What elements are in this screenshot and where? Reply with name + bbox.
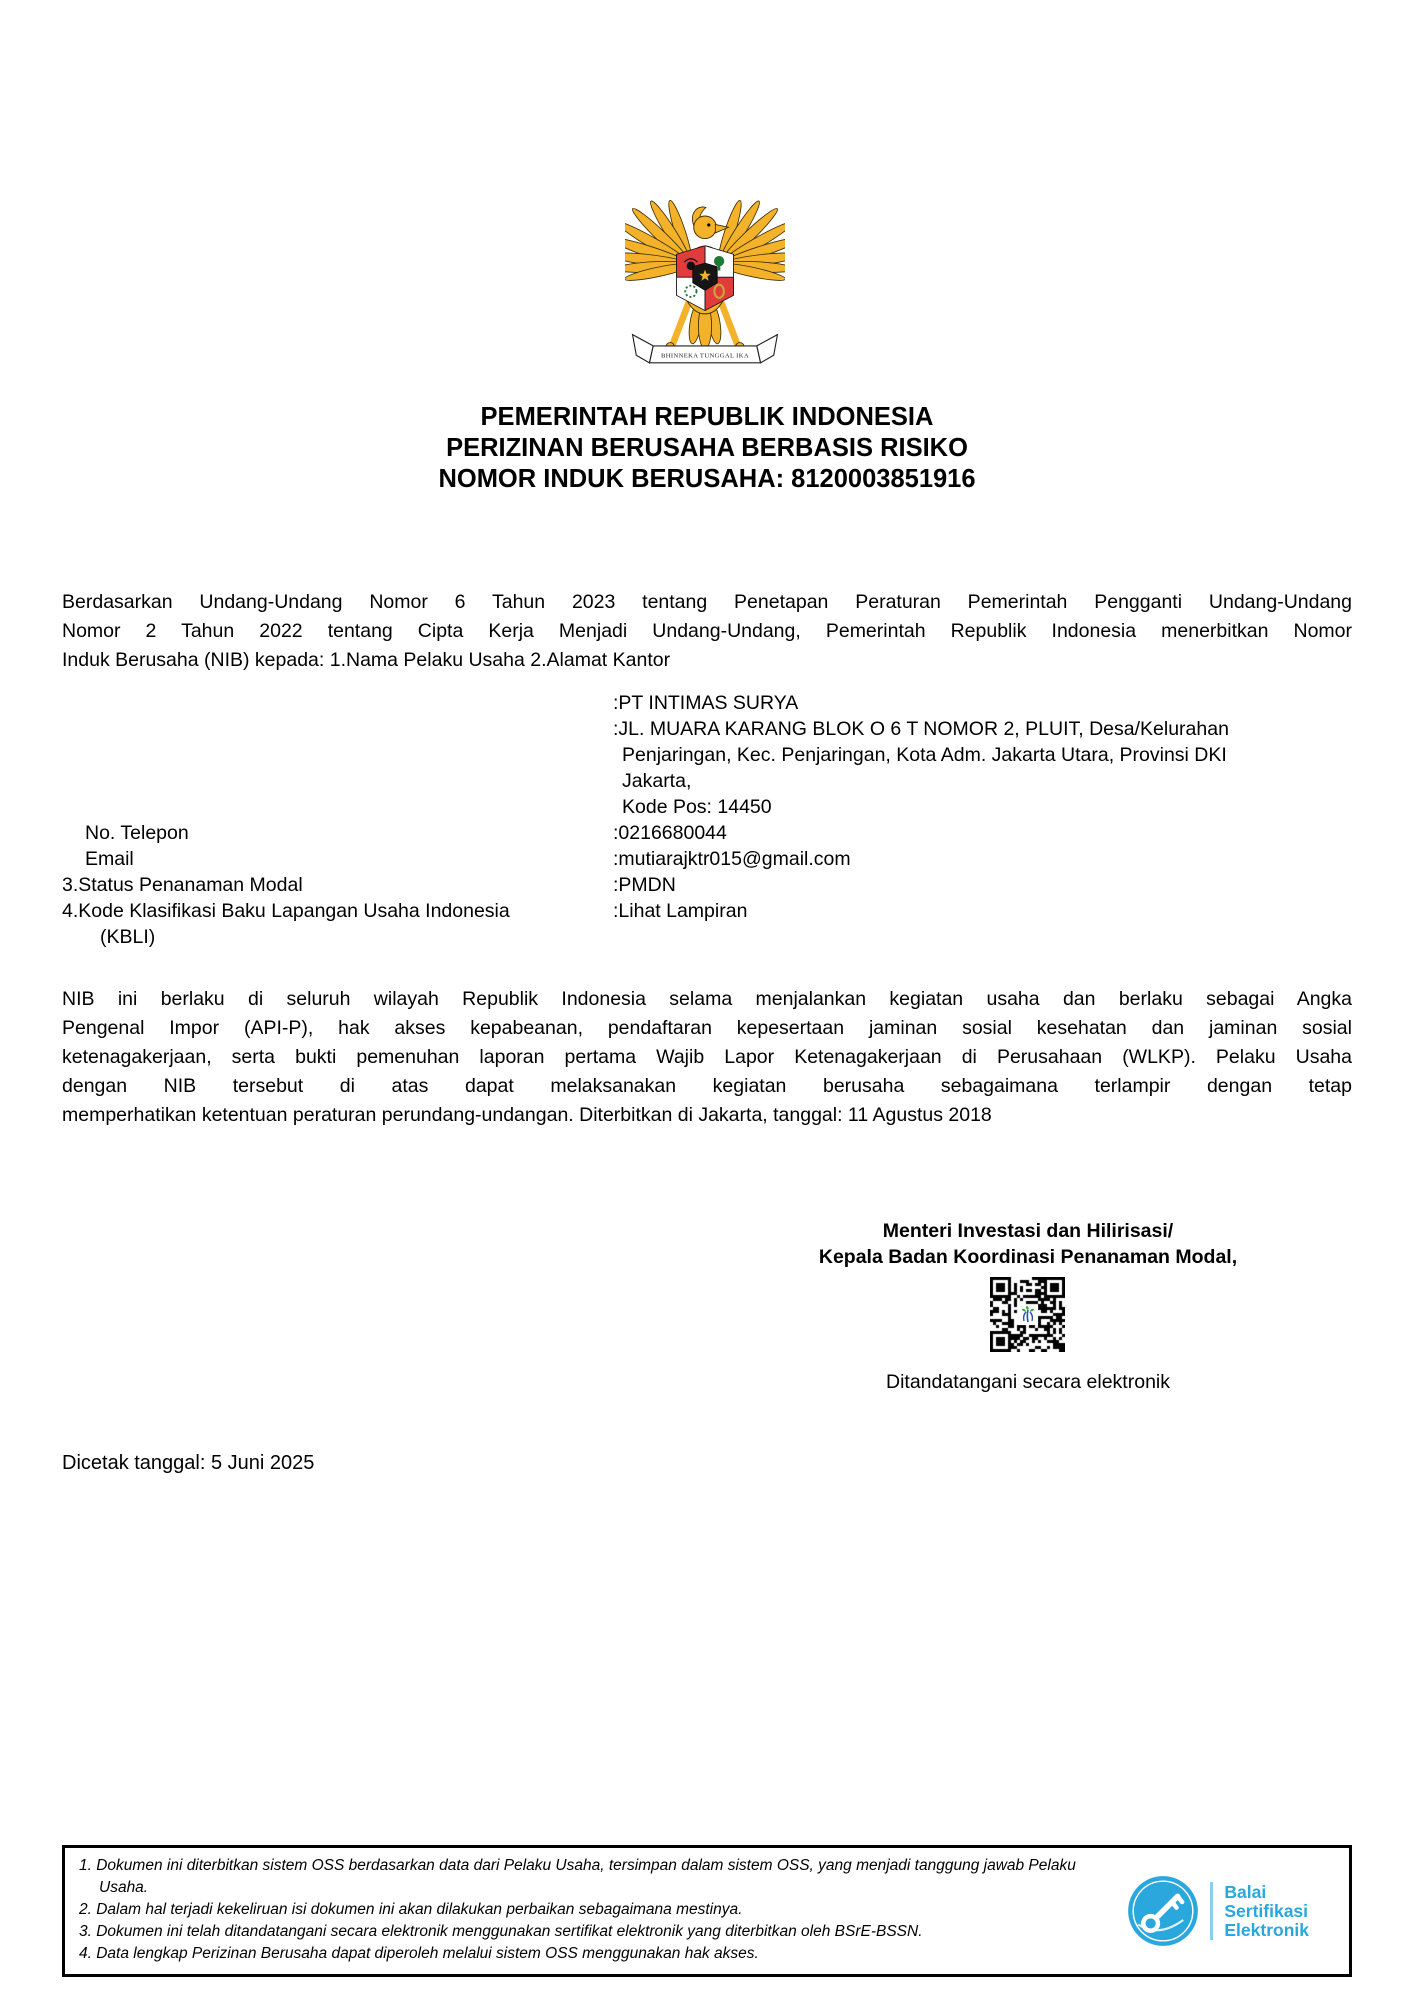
body-line: ketenagakerjaan, serta bukti pemenuhan laporan pertama Wajib Lapor Ketenagakerjaan di Perusahaan (WLKP). Pelaku Usaha (62, 1046, 1352, 1068)
footer-notes-box (62, 1845, 1352, 1977)
detail-label-investment-status: 3.Status Penanaman Modal (62, 874, 303, 896)
qr-code (988, 1275, 1068, 1355)
kbli-label-line: (KBLI) (100, 926, 156, 948)
detail-value-investment-status: :PMDN (613, 874, 676, 896)
intro-line: Induk Berusaha (NIB) kepada: 1.Nama Pelaku Usaha 2.Alamat Kantor (62, 649, 671, 671)
body-line: memperhatikan ketentuan peraturan perundang-undangan. Diterbitkan di Jakarta, tanggal: 11 Agustus 2018 (62, 1104, 992, 1126)
detail-label-kbli (62, 898, 613, 950)
detail-value-email: :mutiarajktr015@gmail.com (613, 848, 851, 870)
balai-logo-text-line: Elektronik (1224, 1919, 1309, 1940)
print-date: Dicetak tanggal: 5 Juni 2025 (62, 1452, 315, 1474)
garuda-pancasila-emblem (625, 184, 785, 376)
detail-value-kbli: :Lihat Lampiran (613, 900, 748, 922)
signatory-title-line: Kepala Badan Koordinasi Penanaman Modal, (818, 1246, 1238, 1268)
footer-notes (65, 1848, 1084, 1965)
title-line-nib-number: NOMOR INDUK BERUSAHA: 8120003851916 (438, 465, 976, 493)
address-line: Jakarta, (622, 770, 692, 792)
esignature-note: Ditandatangani secara elektronik (885, 1371, 1170, 1393)
kbli-label-line: 4.Kode Klasifikasi Baku Lapangan Usaha Indonesia (62, 900, 510, 922)
address-line: :JL. MUARA KARANG BLOK O 6 T NOMOR 2, PLUIT, Desa/Kelurahan (613, 718, 1229, 740)
business-details (62, 690, 1352, 950)
detail-value-company-name: :PT INTIMAS SURYA (613, 692, 799, 714)
detail-label-phone: No. Telepon (85, 822, 189, 844)
footer-note: 1. Dokumen ini diterbitkan sistem OSS berdasarkan data dari Pelaku Usaha, tersimpan dalam sistem OSS, yang menjadi tanggung jawab Pelaku Usaha. (79, 1857, 1076, 1896)
detail-value-phone: :0216680044 (613, 822, 727, 844)
title-line-license-type: PERIZINAN BERUSAHA BERBASIS RISIKO (446, 434, 968, 462)
signatory-title-line: Menteri Investasi dan Hilirisasi/ (882, 1220, 1174, 1242)
intro-line: Berdasarkan Undang-Undang Nomor 6 Tahun 2023 tentang Penetapan Peraturan Pemerintah Pengganti Undang-Undang (62, 591, 1352, 613)
intro-paragraph (62, 588, 1352, 675)
ribbon-motto-text: BHINNEKA TUNGGAL IKA (661, 352, 749, 360)
balai-sertifikasi-elektronik-logo (1127, 1848, 1349, 1974)
bkpm-logo-icon (1018, 1305, 1038, 1325)
balai-logo-text-line: Balai (1224, 1881, 1267, 1902)
address-line: Kode Pos: 14450 (622, 796, 772, 818)
logo-separator (1210, 1882, 1213, 1940)
address-line: Penjaringan, Kec. Penjaringan, Kota Adm. Jakarta Utara, Provinsi DKI (622, 744, 1227, 766)
detail-label-empty (62, 690, 613, 716)
balai-logo-text-line: Sertifikasi (1224, 1900, 1309, 1921)
intro-line: Nomor 2 Tahun 2022 tentang Cipta Kerja Menjadi Undang-Undang, Pemerintah Republik Indonesia menerbitkan Nomor (62, 620, 1352, 642)
title-line-government: PEMERINTAH REPUBLIK INDONESIA (480, 403, 934, 431)
garuda-icon (625, 184, 785, 376)
body-line: Pengenal Impor (API-P), hak akses kepabeanan, pendaftaran kepesertaan jaminan sosial kesehatan dan jaminan sosial (62, 1017, 1352, 1039)
body-line: NIB ini berlaku di seluruh wilayah Republik Indonesia selama menjalankan kegiatan usaha dan berlaku sebagai Angka (62, 988, 1352, 1010)
detail-label-empty (62, 716, 613, 820)
footer-note: 2. Dalam hal terjadi kekeliruan isi dokumen ini akan dilakukan perbaikan sebagaimana mestinya. (79, 1901, 743, 1918)
footer-note: 4. Data lengkap Perizinan Berusaha dapat diperoleh melalui sistem OSS menggunakan hak akses. (79, 1945, 759, 1962)
detail-label-email: Email (85, 848, 134, 870)
signature-block (798, 1218, 1258, 1395)
validity-paragraph (62, 985, 1352, 1130)
balai-logo-text (1224, 1883, 1309, 1940)
body-line: dengan NIB tersebut di atas dapat melaksanakan kegiatan berusaha sebagaimana terlampir dengan tetap (62, 1075, 1352, 1097)
footer-note: 3. Dokumen ini telah ditandatangani secara elektronik menggunakan sertifikat elektronik yang diterbitkan oleh BSrE-BSSN. (79, 1923, 923, 1940)
detail-value-address (613, 716, 1352, 820)
balai-key-icon (1127, 1875, 1199, 1947)
document-title (0, 402, 1414, 495)
